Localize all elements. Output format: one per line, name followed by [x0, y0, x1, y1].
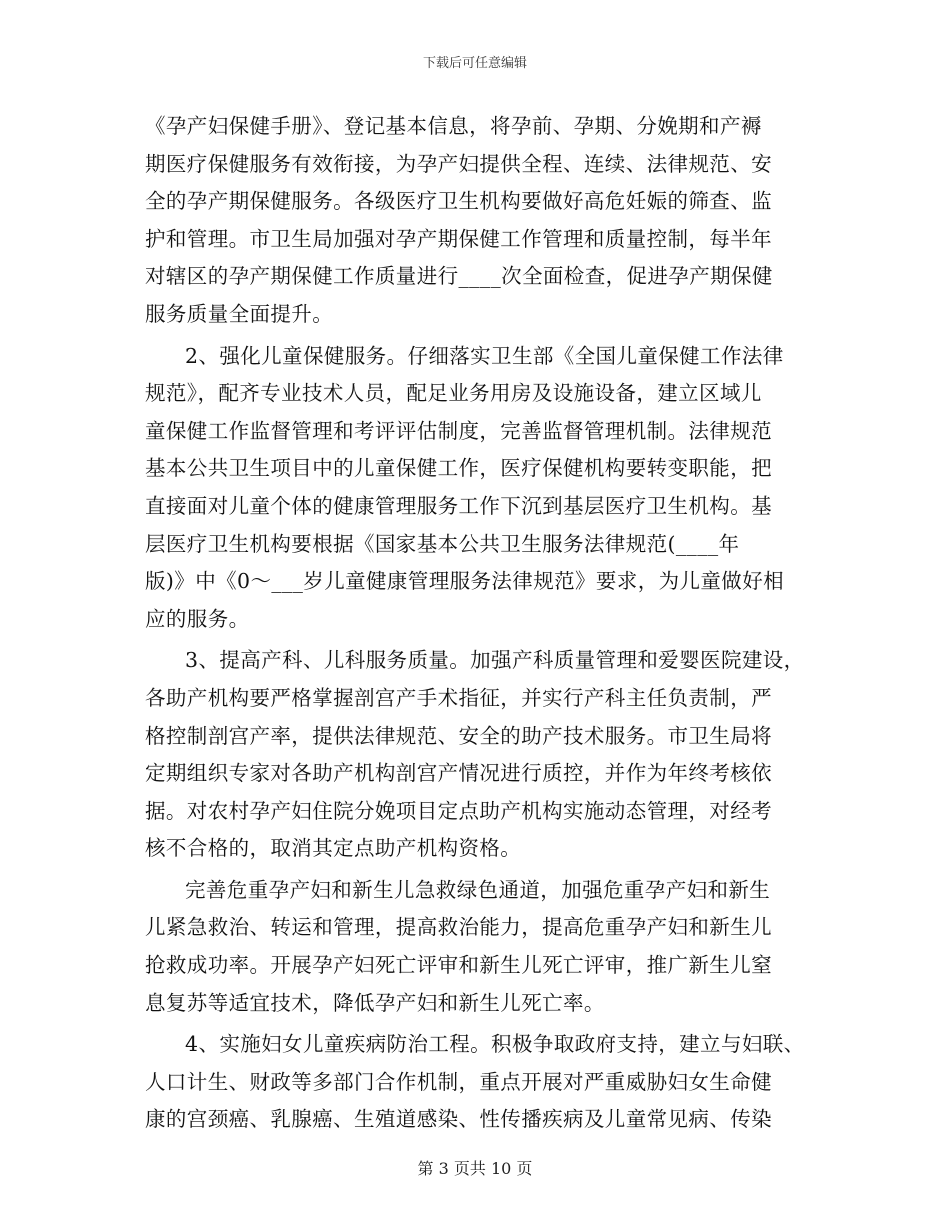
- text-line: 全的孕产期保健服务。各级医疗卫生机构要做好高危妊娠的筛查、监: [145, 189, 772, 214]
- text-line: 儿紧急救治、转运和管理，提高救治能力，提高危重孕产妇和新生儿: [145, 915, 772, 940]
- paragraph-heading-line: 2、强化儿童保健服务。仔细落实卫生部《全国儿童保健工作法律: [185, 343, 784, 368]
- text-line: 应的服务。: [145, 606, 250, 631]
- body-text: [145, 108, 825, 1139]
- text-line: 据。对农村孕产妇住院分娩项目定点助产机构实施动态管理，对经考: [145, 798, 772, 823]
- text-line: 童保健工作监督管理和考评评估制度，完善监督管理机制。法律规范: [145, 418, 772, 443]
- text-line: 规范》，配齐专业技术人员，配足业务用房及设施设备，建立区域儿: [145, 381, 762, 406]
- text-line: 直接面对儿童个体的健康管理服务工作下沉到基层医疗卫生机构。基: [145, 493, 772, 518]
- text-line: 格控制剖宫产率，提供法律规范、安全的助产技术服务。市卫生局将: [145, 723, 772, 748]
- text-line: 护和管理。市卫生局加强对孕产期保健工作管理和质量控制，每半年: [145, 226, 772, 251]
- text-line: 人口计生、财政等多部门合作机制，重点开展对严重威胁妇女生命健: [145, 1069, 772, 1094]
- paragraph-heading-line: 4、实施妇女儿童疾病防治工程。积极争取政府支持，建立与妇联、: [185, 1032, 805, 1057]
- text-line: 基本公共卫生项目中的儿童保健工作，医疗保健机构要转变职能，把: [145, 456, 772, 481]
- text-line: 息复苏等适宜技术，降低孕产妇和新生儿死亡率。: [145, 990, 605, 1015]
- page-footer: 第 3 页共 10 页: [417, 1159, 533, 1178]
- text-line: 层医疗卫生机构要根据《国家基本公共卫生服务法律规范(____年: [145, 531, 740, 556]
- text-line: 各助产机构要严格掌握剖宫产手术指征，并实行产科主任负责制，严: [145, 685, 772, 710]
- text-line: 定期组织专家对各助产机构剖宫产情况进行质控，并作为年终考核依: [145, 761, 772, 786]
- text-line: 核不合格的，取消其定点助产机构资格。: [145, 836, 522, 861]
- text-line: 康的宫颈癌、乳腺癌、生殖道感染、性传播疾病及儿童常见病、传染: [145, 1107, 772, 1132]
- paragraph-first-line: 完善危重孕产妇和新生儿急救绿色通道，加强危重孕产妇和新生: [185, 877, 771, 902]
- paragraph-heading-line: 3、提高产科、儿科服务质量。加强产科质量管理和爱婴医院建设，: [185, 648, 805, 673]
- text-line: 抢救成功率。开展孕产妇死亡评审和新生儿死亡评审，推广新生儿窒: [145, 953, 772, 978]
- text-line: 对辖区的孕产期保健工作质量进行____次全面检查，促进孕产期保健: [145, 264, 773, 289]
- text-line: 版)》中《0～___岁儿童健康管理服务法律规范》要求，为儿童做好相: [145, 569, 784, 594]
- text-line: 服务质量全面提升。: [145, 301, 334, 326]
- text-line: 《孕产妇保健手册》、登记基本信息，将孕前、孕期、分娩期和产褥: [145, 114, 762, 138]
- text-line: 期医疗保健服务有效衔接，为孕产妇提供全程、连续、法律规范、安: [145, 151, 772, 176]
- page-header: 下载后可任意编辑: [422, 56, 527, 71]
